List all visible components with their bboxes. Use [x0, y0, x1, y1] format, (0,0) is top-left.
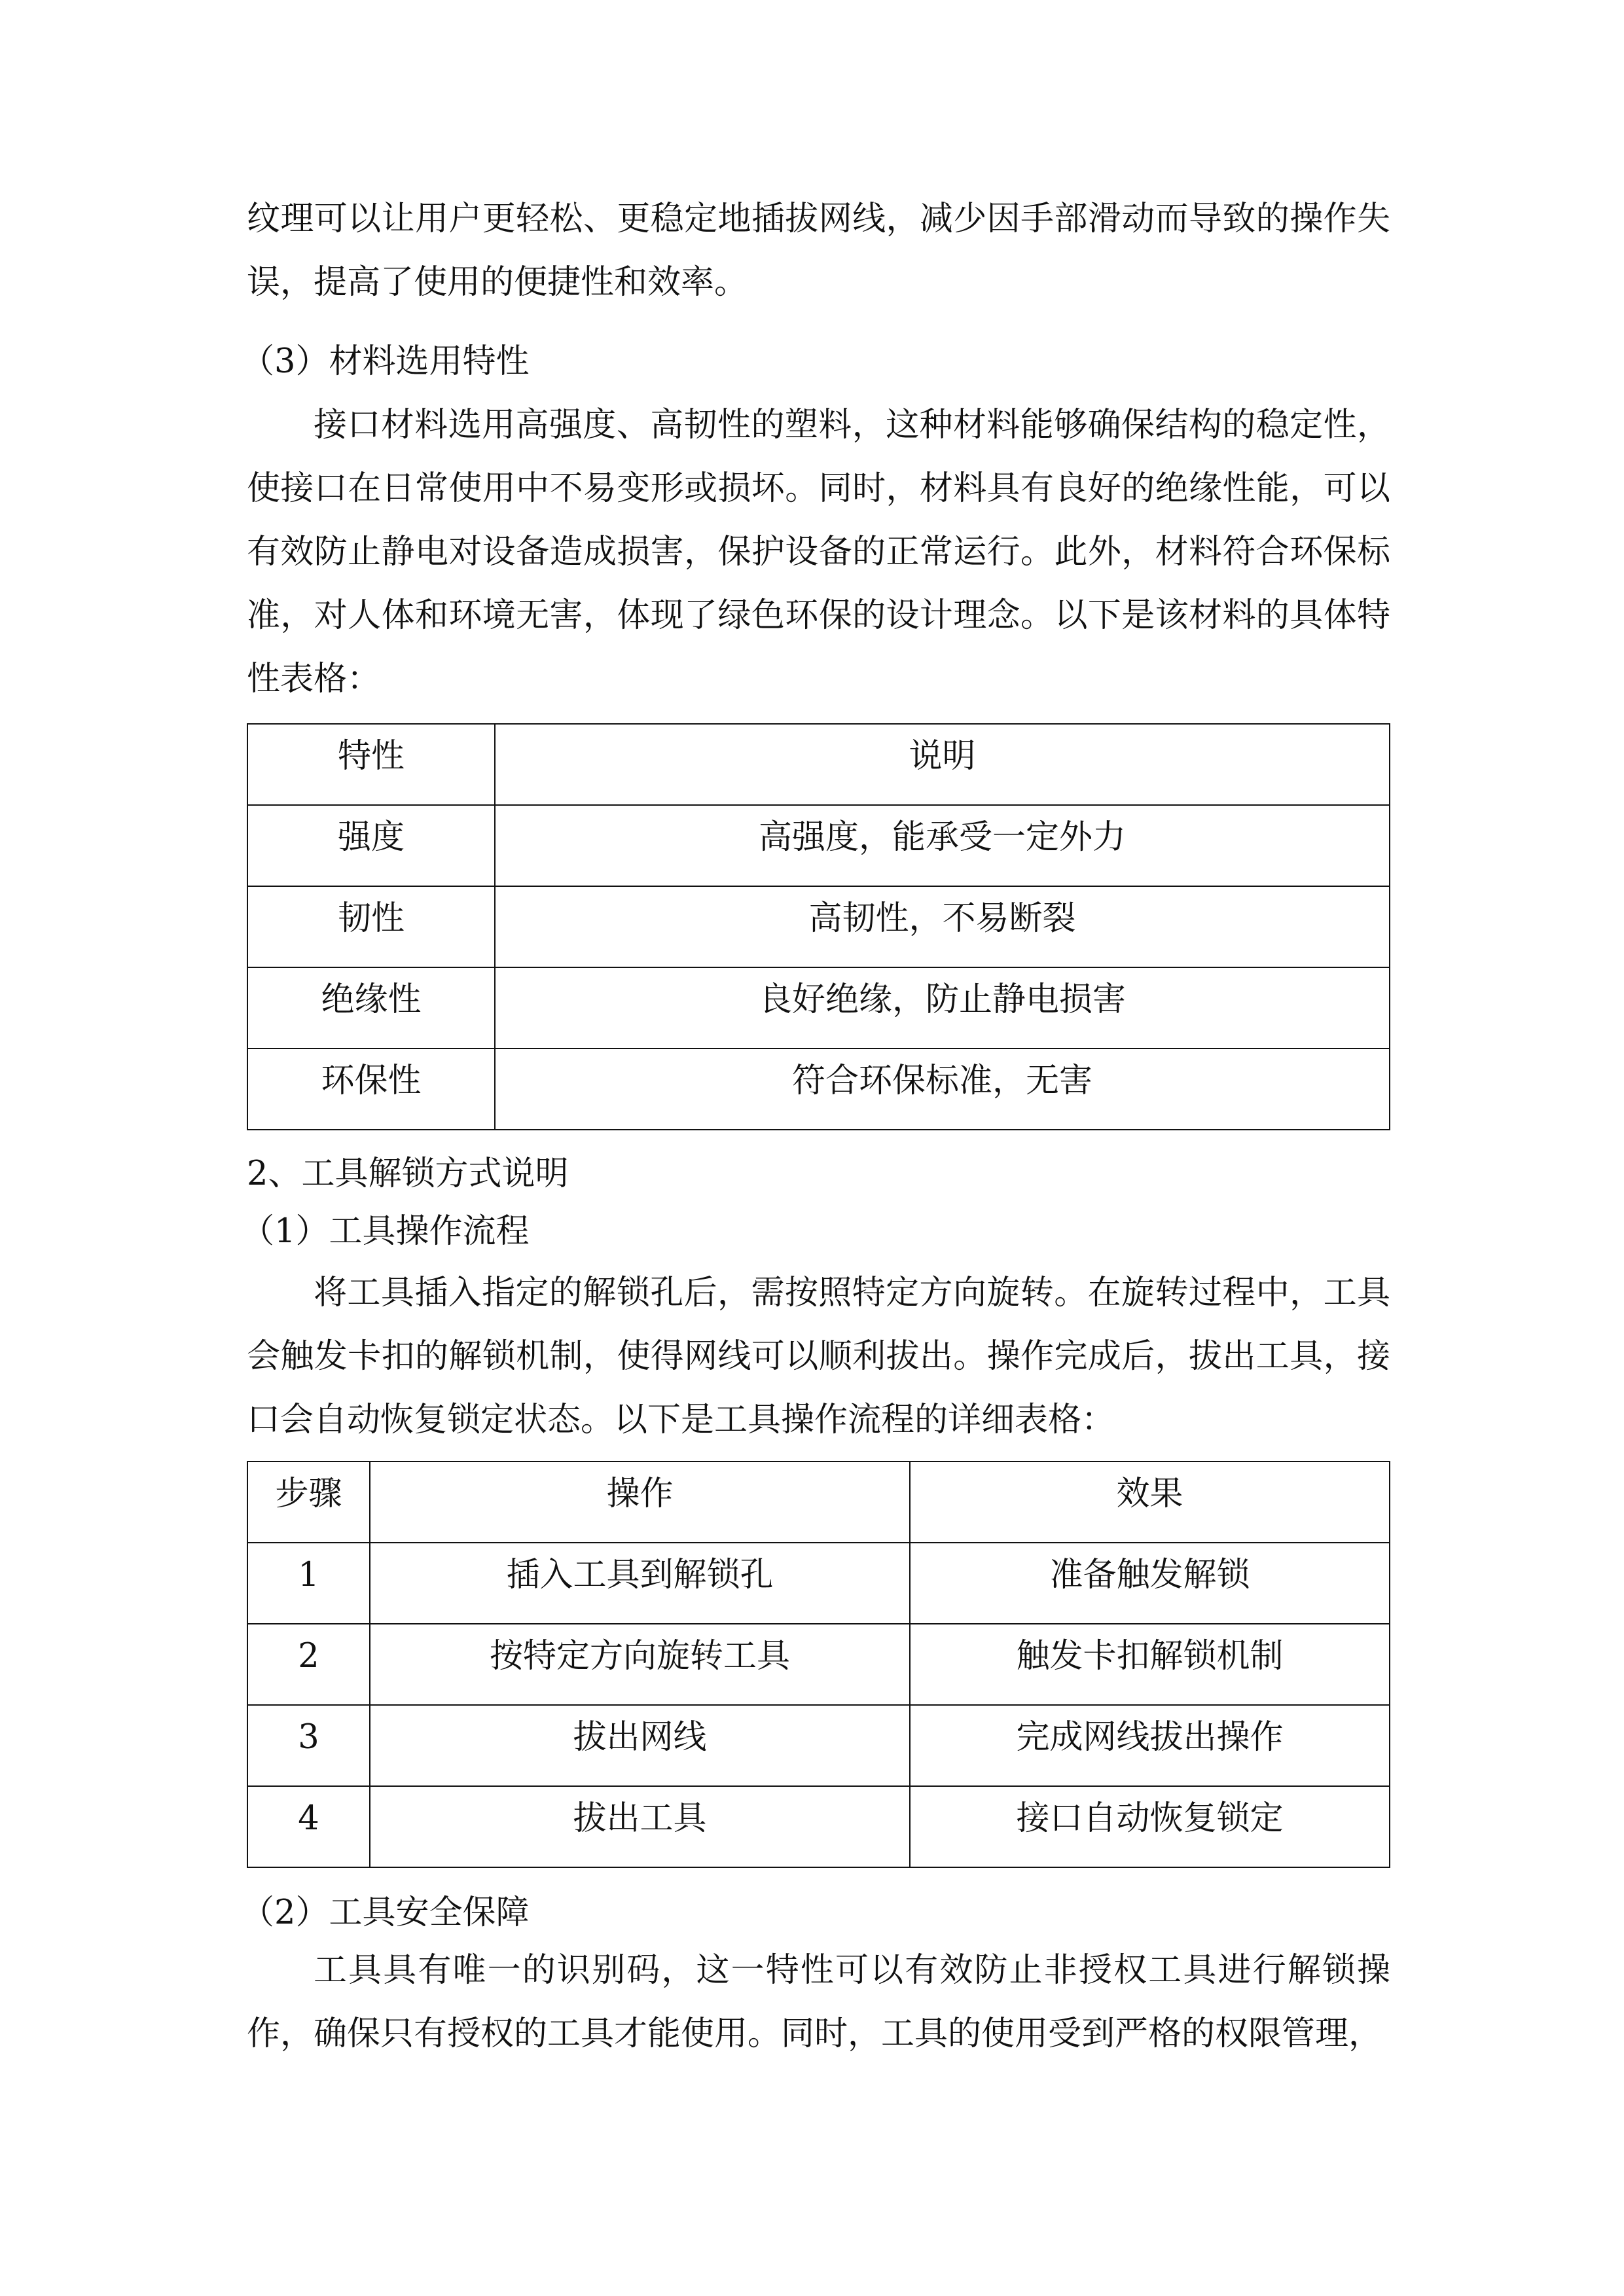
header-cell: 说明: [495, 724, 1390, 805]
cell: 高强度，能承受一定外力: [495, 805, 1390, 886]
table-row: [247, 1543, 1390, 1624]
paragraph-continuation: 纹理可以让用户更轻松、更稳定地插拔网线，减少因手部滑动而导致的操作失误，提高了使用的便捷性和效率。: [247, 200, 1390, 302]
cell: 触发卡扣解锁机制: [910, 1624, 1390, 1705]
cell: 良好绝缘，防止静电损害: [495, 967, 1390, 1049]
operation-steps-table: [247, 1461, 1390, 1868]
cell: 4: [247, 1786, 370, 1867]
table-row: [247, 967, 1390, 1049]
cell: 2: [247, 1624, 370, 1705]
table-header-row: [247, 724, 1390, 805]
table-row: [247, 805, 1390, 886]
cell: 接口自动恢复锁定: [910, 1786, 1390, 1867]
cell: 1: [247, 1543, 370, 1624]
cell: 拔出工具: [370, 1786, 910, 1867]
paragraph-operation-flow: 将工具插入指定的解锁孔后，需按照特定方向旋转。在旋转过程中，工具会触发卡扣的解锁机制，使得网线可以顺利拔出。操作完成后，拔出工具，接口会自动恢复锁定状态。以下是工具操作流程的详细表格：: [247, 1274, 1390, 1439]
table-row: [247, 1786, 1390, 1867]
cell: 准备触发解锁: [910, 1543, 1390, 1624]
paragraph-material: 接口材料选用高强度、高韧性的塑料，这种材料能够确保结构的稳定性，使接口在日常使用中不易变形或损坏。同时，材料具有良好的绝缘性能，可以有效防止静电对设备造成损害，保护设备的正常运行。此外，材料符合环保标准，对人体和环境无害，体现了绿色环保的设计理念。以下是该材料的具体特性表格：: [247, 406, 1390, 698]
cell: 插入工具到解锁孔: [370, 1543, 910, 1624]
subheading-tool-security: （2）工具安全保障: [241, 1893, 530, 1932]
table-row: [247, 1049, 1390, 1130]
paragraph-tool-security: 工具具有唯一的识别码，这一特性可以有效防止非授权工具进行解锁操作，确保只有授权的工具才能使用。同时，工具的使用受到严格的权限管理，: [247, 1951, 1390, 2053]
cell: 按特定方向旋转工具: [370, 1624, 910, 1705]
cell: 3: [247, 1705, 370, 1786]
header-cell: 操作: [370, 1462, 910, 1543]
cell: 绝缘性: [247, 967, 495, 1049]
cell: 强度: [247, 805, 495, 886]
header-cell: 步骤: [247, 1462, 370, 1543]
cell: 符合环保标准，无害: [495, 1049, 1390, 1130]
section-heading-tool-unlock: 2、工具解锁方式说明: [247, 1155, 569, 1193]
table-header-row: [247, 1462, 1390, 1543]
material-properties-table: [247, 723, 1390, 1130]
table-row: [247, 1624, 1390, 1705]
cell: 环保性: [247, 1049, 495, 1130]
cell: 完成网线拔出操作: [910, 1705, 1390, 1786]
header-cell: 特性: [247, 724, 495, 805]
cell: 拔出网线: [370, 1705, 910, 1786]
section-heading-material: （3）材料选用特性: [241, 342, 530, 381]
cell: 韧性: [247, 886, 495, 967]
table-row: [247, 1705, 1390, 1786]
header-cell: 效果: [910, 1462, 1390, 1543]
subheading-operation-flow: （1）工具操作流程: [241, 1212, 530, 1251]
cell: 高韧性，不易断裂: [495, 886, 1390, 967]
table-row: [247, 886, 1390, 967]
